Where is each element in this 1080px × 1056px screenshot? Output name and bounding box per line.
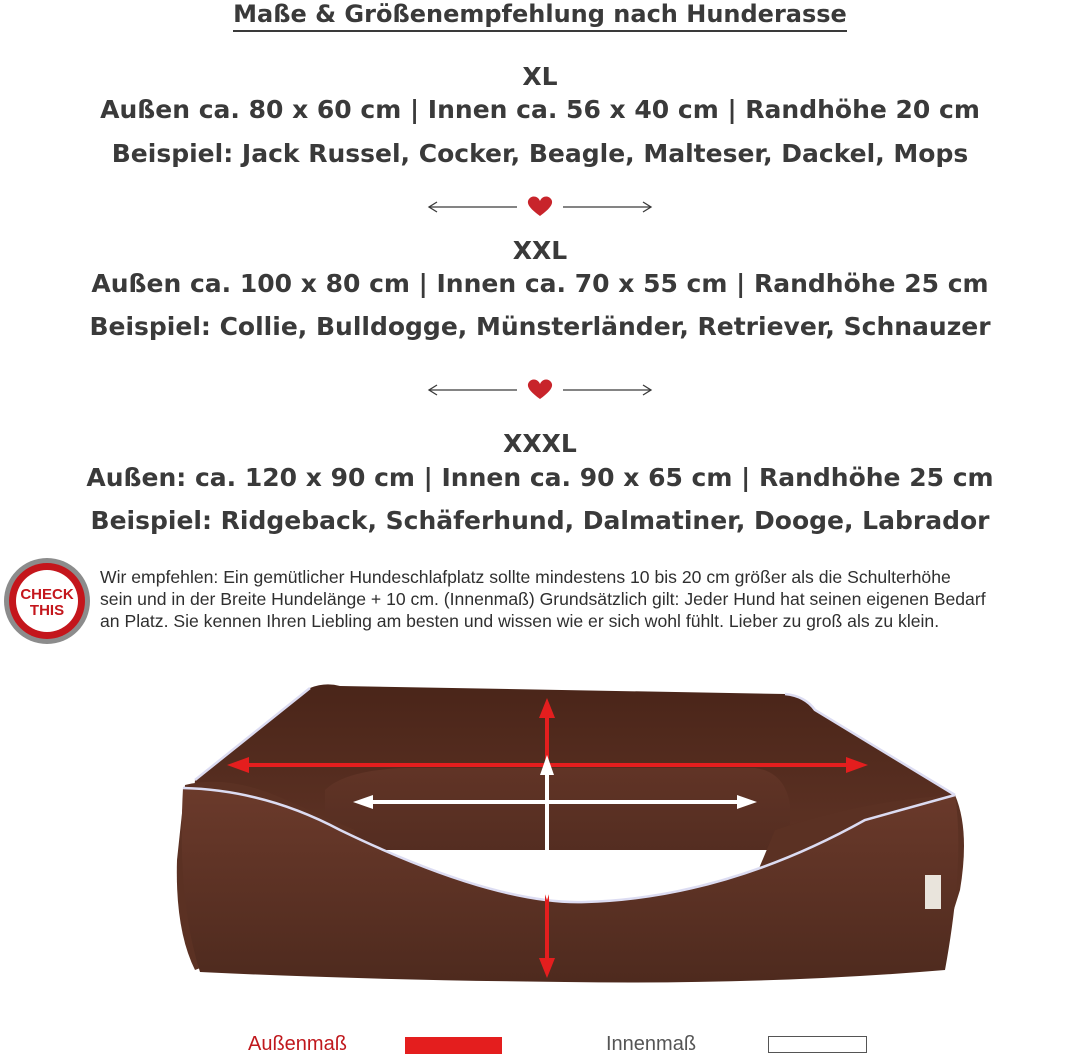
dog-bed-illustration — [165, 680, 975, 990]
recommendation-line: sein und in der Breite Hundelänge + 10 cm. (Innenmaß) Grundsätzlich gilt: Jeder Hund hat seinen eigenen Bedarf — [100, 589, 986, 609]
legend-inner-label: Innenmaß — [606, 1033, 697, 1055]
page-title — [0, 0, 1080, 32]
size-label-xxl: XXL — [512, 236, 568, 265]
size-example-xxxl: Beispiel: Ridgeback, Schäferhund, Dalmatiner, Dooge, Labrador — [90, 506, 990, 535]
recommendation-line: an Platz. Sie kennen Ihren Liebling am besten und wissen wie er sich wohl fühlt. Lieber zu groß als zu klein. — [100, 611, 940, 631]
badge-line2: THIS — [29, 602, 65, 619]
size-label-xl: XL — [522, 62, 558, 91]
bed-cushion — [325, 768, 790, 850]
size-example-xl: Beispiel: Jack Russel, Cocker, Beagle, Malteser, Dackel, Mops — [111, 139, 969, 168]
size-dims-xxxl: Außen: ca. 120 x 90 cm | Innen ca. 90 x 65 cm | Randhöhe 25 cm — [86, 463, 994, 492]
recommendation-text — [100, 566, 1080, 632]
check-this-badge-icon — [2, 556, 92, 646]
badge-line1: CHECK — [20, 586, 74, 603]
page-title-text: Maße & Größenempfehlung nach Hunderasse — [233, 0, 847, 32]
bed-label-tag — [925, 875, 941, 909]
size-dims-xl: Außen ca. 80 x 60 cm | Innen ca. 56 x 40 cm | Randhöhe 20 cm — [100, 95, 980, 124]
heart-icon — [528, 197, 552, 216]
recommendation-line: Wir empfehlen: Ein gemütlicher Hundeschlafplatz sollte mindestens 10 bis 20 cm größer als die Schulterhöhe — [100, 567, 951, 587]
heart-divider-icon — [425, 195, 655, 219]
legend-inner-swatch — [768, 1036, 867, 1053]
legend-outer-swatch — [405, 1037, 502, 1054]
size-label-xxxl: XXXL — [503, 429, 577, 458]
size-dims-xxl: Außen ca. 100 x 80 cm | Innen ca. 70 x 55 cm | Randhöhe 25 cm — [91, 269, 989, 298]
heart-divider-icon — [425, 378, 655, 402]
heart-icon — [528, 380, 552, 399]
size-example-xxl: Beispiel: Collie, Bulldogge, Münsterländer, Retriever, Schnauzer — [89, 312, 991, 341]
legend-outer-label: Außenmaß — [248, 1033, 347, 1055]
